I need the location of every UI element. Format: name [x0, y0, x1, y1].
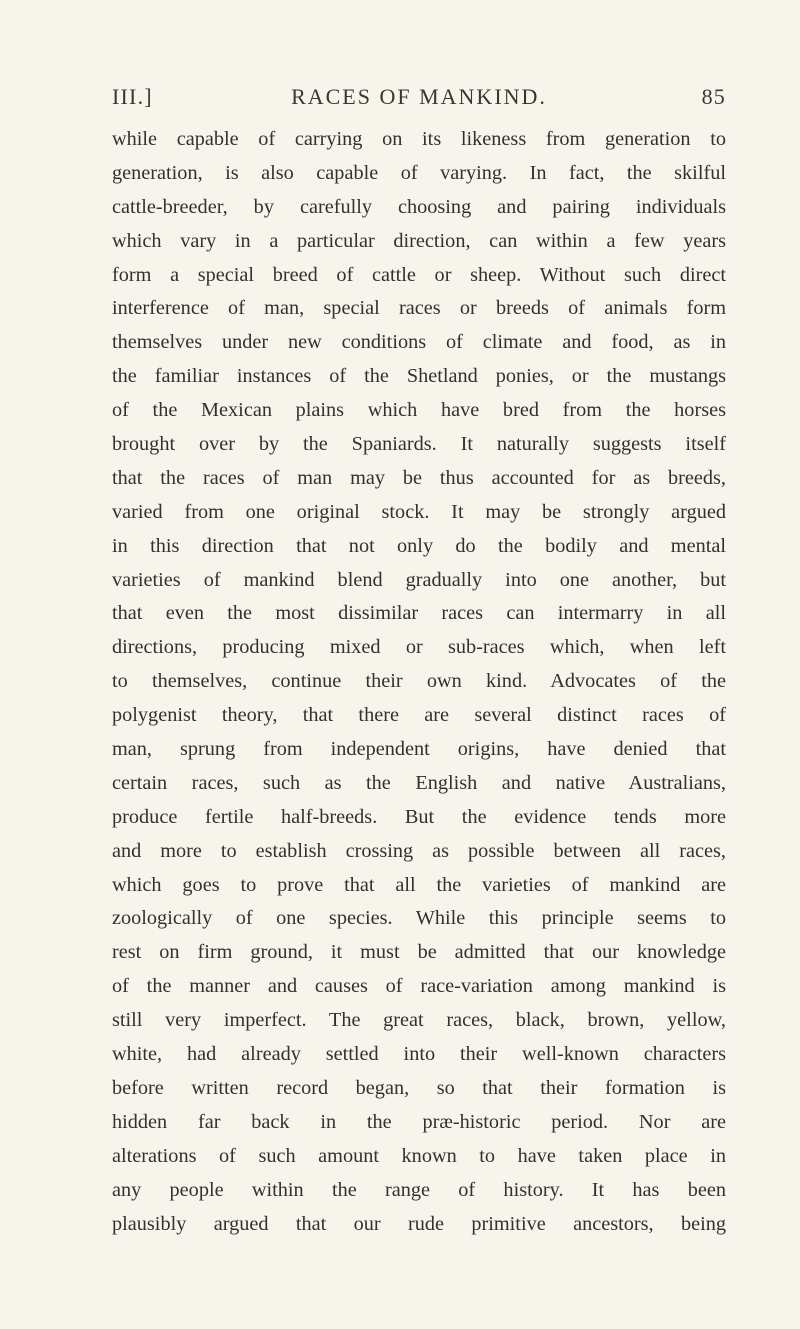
text-line: and more to establish crossing as possible between all races,: [112, 839, 726, 862]
text-line: still very imperfect. The great races, black, brown, yellow,: [112, 1009, 726, 1032]
text-line: that even the most dissimilar races can intermarry in all: [112, 602, 726, 625]
text-line: in this direction that not only do the bodily and mental: [112, 534, 726, 557]
text-line: brought over by the Spaniards. It naturally suggests itself: [112, 433, 726, 456]
text-line: before written record began, so that their formation is: [112, 1076, 726, 1099]
text-line: of the Mexican plains which have bred from the horses: [112, 399, 726, 422]
text-line: to themselves, continue their own kind. Advocates of the: [112, 670, 726, 693]
text-line: of the manner and causes of race-variation among mankind is: [112, 975, 726, 998]
text-line: which goes to prove that all the varieties of mankind are: [112, 873, 726, 896]
text-line: hidden far back in the præ-historic period. Nor are: [112, 1110, 726, 1133]
text-line: white, had already settled into their well-known characters: [112, 1043, 726, 1066]
running-header: [112, 84, 726, 118]
text-line: alterations of such amount known to have taken place in: [112, 1144, 726, 1167]
text-line: while capable of carrying on its likeness from generation to: [112, 128, 726, 150]
body-text: [112, 123, 726, 1241]
text-line: that the races of man may be thus accounted for as breeds,: [112, 466, 726, 489]
text-line: form a special breed of cattle or sheep. Without such direct: [112, 263, 726, 286]
text-line: zoologically of one species. While this principle seems to: [112, 907, 726, 930]
text-line: varied from one original stock. It may be strongly argued: [112, 500, 726, 523]
running-title: RACES OF MANKIND.: [291, 84, 547, 109]
text-line: any people within the range of history. It has been: [112, 1178, 726, 1201]
text-line: themselves under new conditions of climate and food, as in: [112, 331, 726, 354]
text-line: polygenist theory, that there are several distinct races of: [112, 704, 726, 727]
text-line: certain races, such as the English and native Australians,: [112, 771, 726, 794]
text-line: interference of man, special races or breeds of animals form: [112, 297, 726, 320]
text-line: man, sprung from independent origins, have denied that: [112, 738, 726, 761]
page-number: 85: [701, 84, 726, 109]
text-line: rest on firm ground, it must be admitted that our knowledge: [112, 941, 726, 964]
text-line: directions, producing mixed or sub-races which, when left: [112, 636, 726, 659]
text-line: generation, is also capable of varying. In fact, the skilful: [112, 161, 726, 184]
text-line: which vary in a particular direction, can within a few years: [112, 229, 726, 252]
text-line: cattle-breeder, by carefully choosing and pairing individuals: [112, 195, 726, 218]
chapter-marker: III.]: [112, 84, 153, 109]
text-line: varieties of mankind blend gradually into one another, but: [112, 568, 726, 591]
text-line: produce fertile half-breeds. But the evidence tends more: [112, 805, 726, 828]
text-line: plausibly argued that our rude primitive ancestors, being: [112, 1212, 726, 1235]
text-line: the familiar instances of the Shetland ponies, or the mustangs: [112, 365, 726, 388]
